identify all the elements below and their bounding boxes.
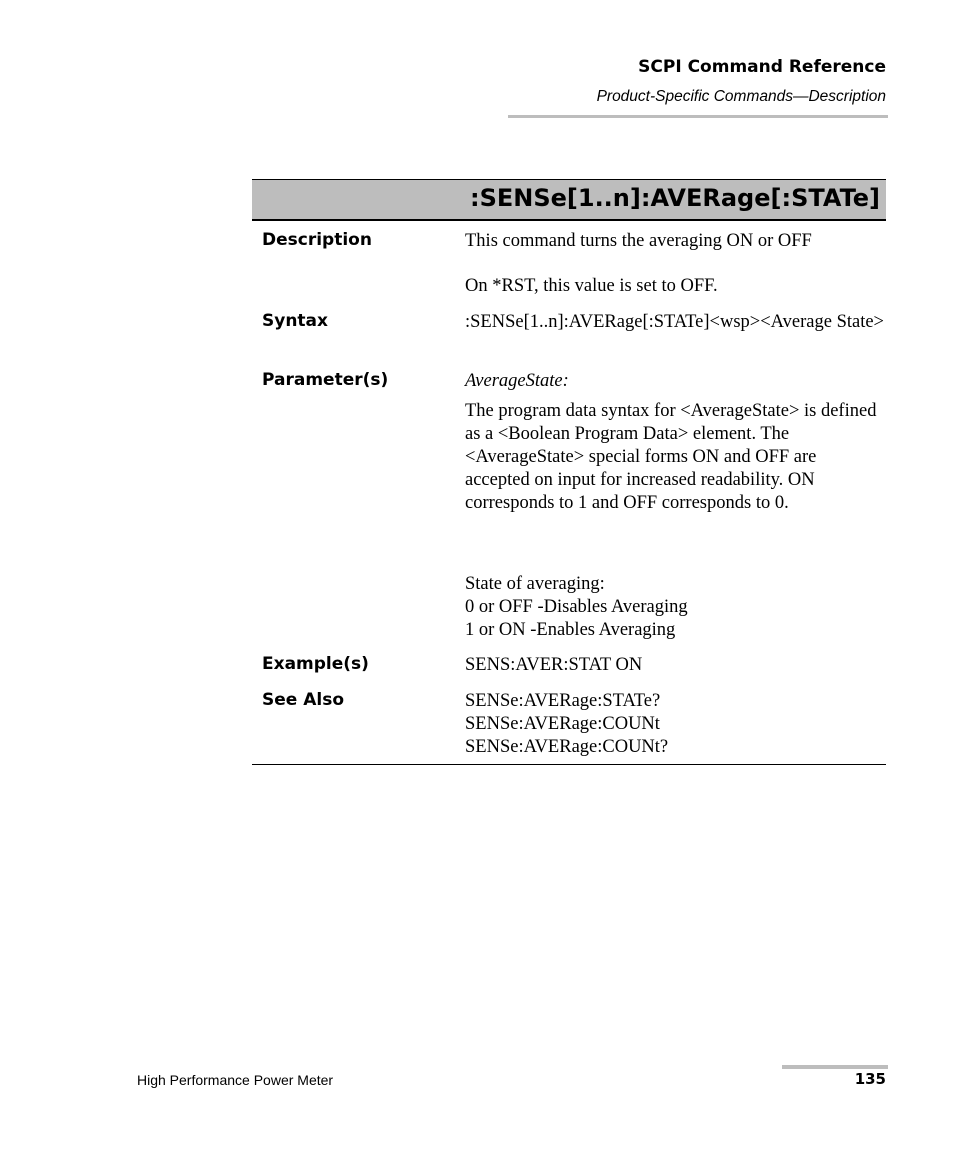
see-also-label: See Also [262, 690, 345, 710]
syntax-label: Syntax [262, 311, 328, 331]
see-also-item: SENSe:AVERage:COUNt [465, 714, 660, 734]
command-title-bar [252, 179, 886, 221]
header-subtitle: Product-Specific Commands—Description [596, 88, 886, 105]
footer-product: High Performance Power Meter [137, 1072, 334, 1088]
header-title: SCPI Command Reference [638, 57, 886, 77]
state-line1: State of averaging: [465, 574, 605, 594]
description-value [465, 230, 885, 298]
examples-label: Example(s) [262, 654, 369, 674]
table-bottom-rule [252, 764, 886, 765]
header-divider [508, 115, 888, 118]
footer-divider [782, 1065, 888, 1069]
examples-value: SENS:AVER:STAT ON [465, 655, 643, 675]
description-line1: This command turns the averaging ON or OFF [465, 231, 812, 251]
parameter-description: The program data syntax for <AverageState> is defined as a <Boolean Program Data> element. The <AverageState> special forms ON and OFF are accepted on input for increased readability. ON corresponds to 1 and OFF corresponds to 0. [465, 401, 877, 513]
description-line2: On *RST, this value is set to OFF. [465, 276, 718, 296]
page-number: 135 [854, 1070, 886, 1088]
state-line3: 1 or ON -Enables Averaging [465, 620, 676, 640]
see-also-item: SENSe:AVERage:STATe? [465, 691, 661, 711]
command-title: :SENSe[1..n]:AVERage[:STATe] [469, 184, 880, 212]
parameter-name: AverageState: [465, 371, 569, 391]
parameters-value [465, 370, 885, 642]
see-also-value [465, 690, 885, 759]
description-label: Description [262, 230, 372, 250]
parameters-label: Parameter(s) [262, 370, 389, 390]
state-line2: 0 or OFF -Disables Averaging [465, 597, 688, 617]
see-also-item: SENSe:AVERage:COUNt? [465, 737, 669, 757]
syntax-value: :SENSe[1..n]:AVERage[:STATe]<wsp><Average State> [465, 312, 884, 332]
